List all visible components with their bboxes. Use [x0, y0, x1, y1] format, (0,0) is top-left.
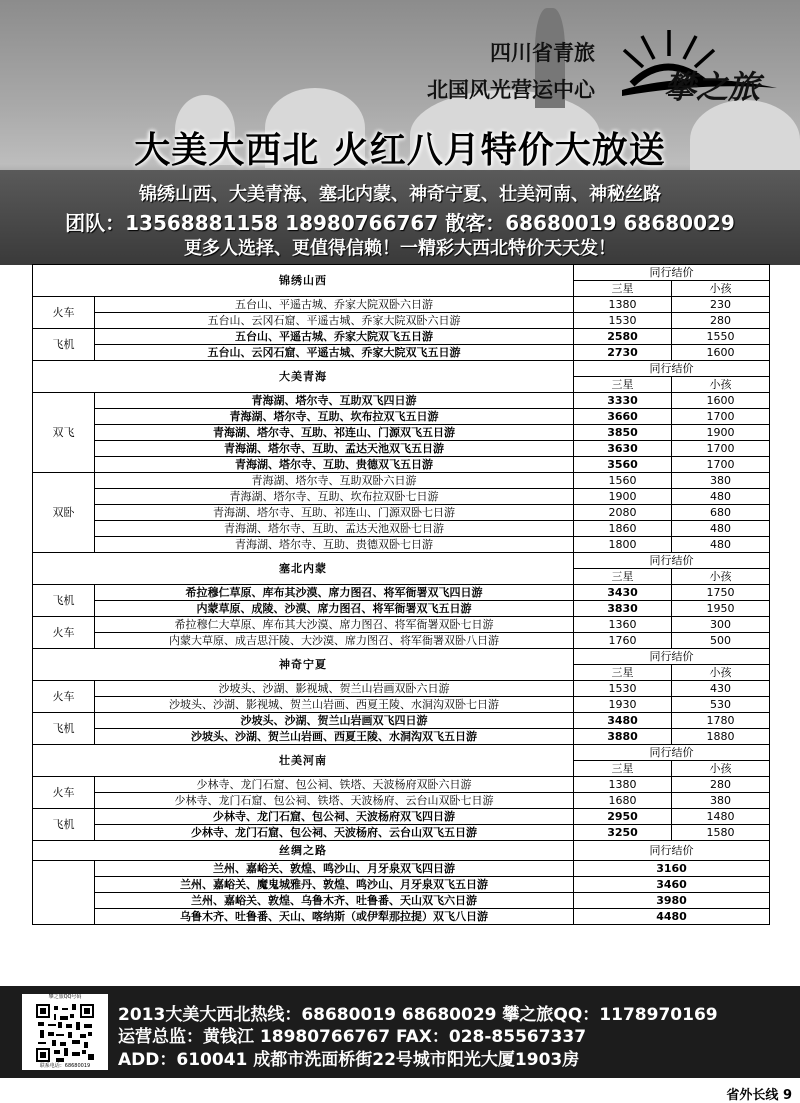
- price-3star: 1930: [574, 697, 672, 713]
- col-child-header: 小孩: [672, 569, 770, 585]
- col-child-header: 小孩: [672, 761, 770, 777]
- price-child: 430: [672, 681, 770, 697]
- section-header-row: [33, 649, 770, 665]
- price-3star: 1380: [574, 777, 672, 793]
- table-row: [33, 393, 770, 409]
- route-name: 少林寺、龙门石窟、包公祠、铁塔、天波杨府、云台山双卧七日游: [95, 793, 574, 809]
- col-child-header: 小孩: [672, 377, 770, 393]
- col-3star-header: 三星: [574, 281, 672, 297]
- table-row: [33, 617, 770, 633]
- route-name: 青海湖、塔尔寺、互助、孟达天池双卧七日游: [95, 521, 574, 537]
- price-child: 280: [672, 313, 770, 329]
- qr-footer-text: 联系电话：68680019: [39, 1063, 91, 1069]
- route-name: 五台山、平遥古城、乔家大院双飞五日游: [95, 329, 574, 345]
- route-name: 希拉穆仁草原、库布其沙漠、席力图召、将军衙署双飞四日游: [95, 585, 574, 601]
- price-3star: 1530: [574, 313, 672, 329]
- price-3star: 2080: [574, 505, 672, 521]
- route-name: 青海湖、塔尔寺、互助双飞四日游: [95, 393, 574, 409]
- route-name: 沙坡头、沙湖、影视城、贺兰山岩画双卧六日游: [95, 681, 574, 697]
- price-child: 1900: [672, 425, 770, 441]
- col-child-header: 小孩: [672, 665, 770, 681]
- route-name: 青海湖、塔尔寺、互助、祁连山、门源双飞五日游: [95, 425, 574, 441]
- section-header-row: [33, 265, 770, 281]
- price-child: 530: [672, 697, 770, 713]
- price-header: 同行结价: [574, 841, 770, 861]
- footer-contact: [0, 986, 800, 1078]
- price-header: 同行结价: [574, 649, 770, 665]
- route-name: 青海湖、塔尔寺、互助、坎布拉双卧七日游: [95, 489, 574, 505]
- qr-code-box: [22, 994, 108, 1070]
- price-child: 680: [672, 505, 770, 521]
- table-row: [33, 537, 770, 553]
- table-row: [33, 809, 770, 825]
- price-child: 1700: [672, 409, 770, 425]
- table-row: [33, 473, 770, 489]
- section-header-row: [33, 553, 770, 569]
- company-name: [427, 35, 595, 109]
- price-3star: 3480: [574, 713, 672, 729]
- table-row: [33, 861, 770, 877]
- price-child: 1780: [672, 713, 770, 729]
- price-child: 1700: [672, 457, 770, 473]
- page-title: 大美大西北 火红八月特价大放送: [134, 130, 666, 171]
- price-child: 280: [672, 777, 770, 793]
- transport-label: 火车: [33, 681, 95, 713]
- section-title: 塞北内蒙: [33, 553, 574, 585]
- route-name: 乌鲁木齐、吐鲁番、天山、喀纳斯（或伊犁那拉提）双飞八日游: [95, 909, 574, 925]
- table-row: [33, 585, 770, 601]
- table-row: [33, 425, 770, 441]
- section-header-row: [33, 745, 770, 761]
- price-child: 480: [672, 489, 770, 505]
- section-title: 丝绸之路: [33, 841, 574, 861]
- table-row: [33, 777, 770, 793]
- price-3star: 3330: [574, 393, 672, 409]
- logo-text: 攀之旅: [664, 68, 761, 106]
- header-banner: [0, 0, 800, 265]
- price-child: 1880: [672, 729, 770, 745]
- route-name: 内蒙草原、成陵、沙漠、席力图召、将军衙署双飞五日游: [95, 601, 574, 617]
- transport-label: 火车: [33, 617, 95, 649]
- price-3star: 4480: [574, 909, 770, 925]
- route-name: 五台山、平遥古城、乔家大院双卧六日游: [95, 297, 574, 313]
- price-child: 300: [672, 617, 770, 633]
- route-name: 沙坡头、沙湖、贺兰山岩画双飞四日游: [95, 713, 574, 729]
- section-title: 神奇宁夏: [33, 649, 574, 681]
- section-title: 大美青海: [33, 361, 574, 393]
- price-3star: 1800: [574, 537, 672, 553]
- price-header: 同行结价: [574, 265, 770, 281]
- route-name: 青海湖、塔尔寺、互助、贵德双飞五日游: [95, 457, 574, 473]
- price-3star: 3880: [574, 729, 672, 745]
- table-row: [33, 329, 770, 345]
- price-3star: 3430: [574, 585, 672, 601]
- route-name: 青海湖、塔尔寺、互助、坎布拉双飞五日游: [95, 409, 574, 425]
- price-table-body: [33, 265, 770, 925]
- route-name: 青海湖、塔尔寺、互助、孟达天池双飞五日游: [95, 441, 574, 457]
- footer-hotline: 2013大美大西北热线：68680019 68680029 攀之旅QQ：1178970169: [118, 1005, 718, 1025]
- price-3star: 1530: [574, 681, 672, 697]
- table-row: [33, 909, 770, 925]
- price-child: 500: [672, 633, 770, 649]
- transport-label: 火车: [33, 777, 95, 809]
- table-row: [33, 793, 770, 809]
- transport-label: 飞机: [33, 713, 95, 745]
- table-row: [33, 457, 770, 473]
- col-3star-header: 三星: [574, 665, 672, 681]
- transport-label: 双卧: [33, 473, 95, 553]
- table-row: [33, 697, 770, 713]
- route-name: 沙坡头、沙湖、贺兰山岩画、西夏王陵、水洞沟双飞五日游: [95, 729, 574, 745]
- price-3star: 1760: [574, 633, 672, 649]
- table-row: [33, 633, 770, 649]
- price-child: 1950: [672, 601, 770, 617]
- transport-label: 飞机: [33, 329, 95, 361]
- table-row: [33, 729, 770, 745]
- table-row: [33, 521, 770, 537]
- table-row: [33, 409, 770, 425]
- price-child: 1600: [672, 393, 770, 409]
- table-row: [33, 441, 770, 457]
- transport-label: 飞机: [33, 585, 95, 617]
- route-name: 兰州、嘉峪关、敦煌、乌鲁木齐、吐鲁番、天山双飞六日游: [95, 893, 574, 909]
- price-child: 480: [672, 521, 770, 537]
- price-child: 1550: [672, 329, 770, 345]
- price-3star: 1900: [574, 489, 672, 505]
- price-3star: 1360: [574, 617, 672, 633]
- price-child: 230: [672, 297, 770, 313]
- price-child: 1600: [672, 345, 770, 361]
- route-name: 内蒙大草原、成吉思汗陵、大沙漠、席力图召、将军衙署双卧八日游: [95, 633, 574, 649]
- table-row: [33, 681, 770, 697]
- table-row: [33, 601, 770, 617]
- route-name: 希拉穆仁大草原、库布其大沙漠、席力图召、将军衙署双卧七日游: [95, 617, 574, 633]
- price-header: 同行结价: [574, 745, 770, 761]
- price-3star: 3850: [574, 425, 672, 441]
- footer-address: ADD：610041 成都市洗面桥街22号城市阳光大厦1903房: [118, 1050, 580, 1070]
- transport-label: 火车: [33, 297, 95, 329]
- price-child: 380: [672, 473, 770, 489]
- route-list: 锦绣山西、大美青海、塞北内蒙、神奇宁夏、壮美河南、神秘丝路: [139, 184, 661, 205]
- table-row: [33, 505, 770, 521]
- price-3star: 1860: [574, 521, 672, 537]
- table-row: [33, 489, 770, 505]
- price-3star: 3980: [574, 893, 770, 909]
- col-3star-header: 三星: [574, 377, 672, 393]
- price-child: 1480: [672, 809, 770, 825]
- price-3star: 3460: [574, 877, 770, 893]
- transport-label: [33, 861, 95, 925]
- qr-caption: 攀之旅QQ号码: [48, 994, 82, 1000]
- price-child: 1750: [672, 585, 770, 601]
- price-3star: 3660: [574, 409, 672, 425]
- table-row: [33, 893, 770, 909]
- section-title: 锦绣山西: [33, 265, 574, 297]
- table-row: [33, 297, 770, 313]
- page-footer: 省外长线 9: [726, 1088, 792, 1103]
- contact-phones: 团队：13568881158 18980766767 散客：68680019 68680029: [65, 211, 735, 235]
- price-header: 同行结价: [574, 361, 770, 377]
- table-row: [33, 877, 770, 893]
- price-3star: 1680: [574, 793, 672, 809]
- price-3star: 3160: [574, 861, 770, 877]
- price-child: 380: [672, 793, 770, 809]
- price-header: 同行结价: [574, 553, 770, 569]
- route-name: 青海湖、塔尔寺、互助、祁连山、门源双卧七日游: [95, 505, 574, 521]
- transport-label: 飞机: [33, 809, 95, 841]
- price-child: 1700: [672, 441, 770, 457]
- price-3star: 2730: [574, 345, 672, 361]
- price-3star: 3250: [574, 825, 672, 841]
- route-name: 少林寺、龙门石窟、包公祠、铁塔、天波杨府双卧六日游: [95, 777, 574, 793]
- price-3star: 1380: [574, 297, 672, 313]
- col-3star-header: 三星: [574, 761, 672, 777]
- route-name: 沙坡头、沙湖、影视城、贺兰山岩画、西夏王陵、水洞沟双卧七日游: [95, 697, 574, 713]
- route-name: 五台山、云冈石窟、平遥古城、乔家大院双飞五日游: [95, 345, 574, 361]
- col-3star-header: 三星: [574, 569, 672, 585]
- section-header-row: [33, 841, 770, 861]
- col-child-header: 小孩: [672, 281, 770, 297]
- price-table: [32, 264, 770, 925]
- table-row: [33, 825, 770, 841]
- section-header-row: [33, 361, 770, 377]
- company-line2: 北国风光营运中心: [427, 78, 595, 102]
- price-3star: 3630: [574, 441, 672, 457]
- price-child: 480: [672, 537, 770, 553]
- section-title: 壮美河南: [33, 745, 574, 777]
- table-row: [33, 345, 770, 361]
- price-3star: 2950: [574, 809, 672, 825]
- price-child: 1580: [672, 825, 770, 841]
- table-row: [33, 313, 770, 329]
- price-3star: 3830: [574, 601, 672, 617]
- price-3star: 2580: [574, 329, 672, 345]
- price-3star: 3560: [574, 457, 672, 473]
- slogan: 更多人选择、更值得信赖！一精彩大西北特价天天发！: [184, 238, 616, 259]
- company-line1: 四川省青旅: [490, 41, 595, 65]
- route-name: 少林寺、龙门石窟、包公祠、天波杨府、云台山双飞五日游: [95, 825, 574, 841]
- footer-manager: 运营总监：黄钱江 18980766767 FAX：028-85567337: [118, 1027, 587, 1047]
- route-name: 兰州、嘉峪关、敦煌、鸣沙山、月牙泉双飞四日游: [95, 861, 574, 877]
- table-row: [33, 713, 770, 729]
- route-name: 兰州、嘉峪关、魔鬼城雅丹、敦煌、鸣沙山、月牙泉双飞五日游: [95, 877, 574, 893]
- qr-code-icon: [36, 1004, 94, 1062]
- route-name: 青海湖、塔尔寺、互助双卧六日游: [95, 473, 574, 489]
- transport-label: 双飞: [33, 393, 95, 473]
- price-3star: 1560: [574, 473, 672, 489]
- route-name: 青海湖、塔尔寺、互助、贵德双卧七日游: [95, 537, 574, 553]
- route-name: 五台山、云冈石窟、平遥古城、乔家大院双卧六日游: [95, 313, 574, 329]
- route-name: 少林寺、龙门石窟、包公祠、天波杨府双飞四日游: [95, 809, 574, 825]
